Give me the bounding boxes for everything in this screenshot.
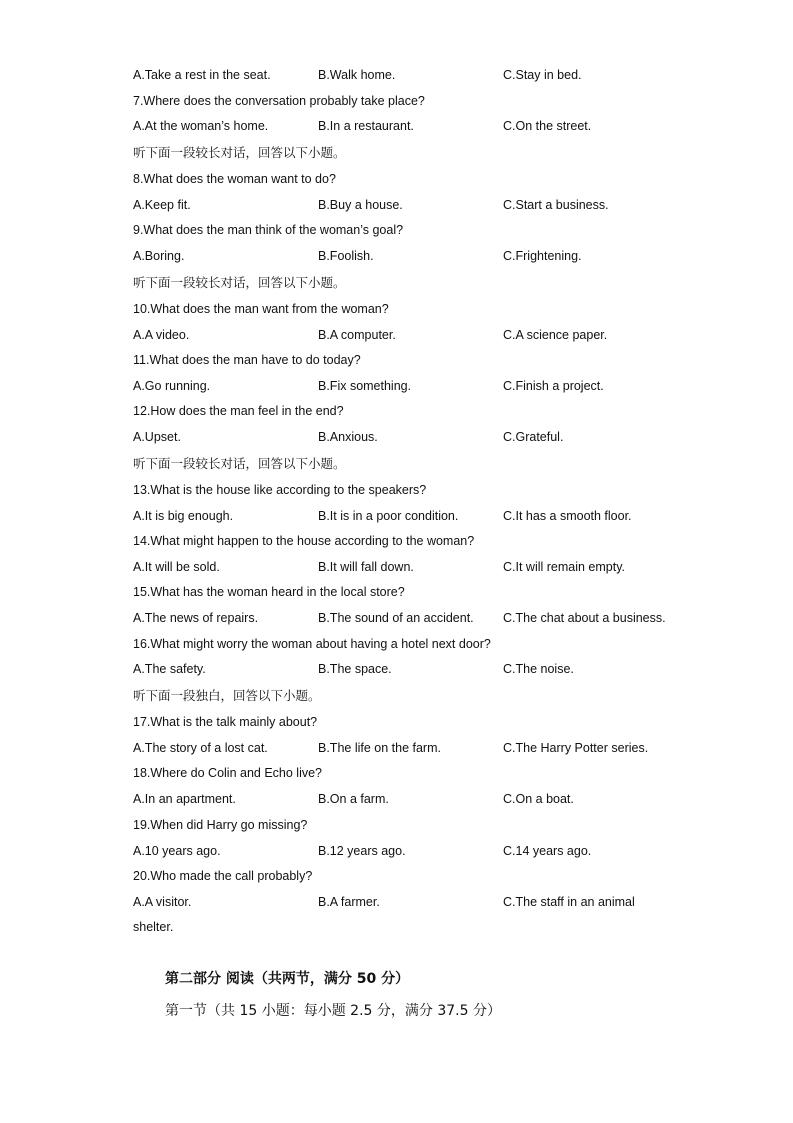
- q19-option-a: A.10 years ago.: [133, 844, 221, 858]
- q6-option-b: B.Walk home.: [318, 68, 396, 82]
- instruction-monologue: 听下面一段独白，回答以下小题。: [133, 688, 321, 703]
- q10-option-b: B.A computer.: [318, 328, 396, 342]
- q20-option-b: B.A farmer.: [318, 895, 380, 909]
- q8-option-c: C.Start a business.: [503, 198, 609, 212]
- q16-option-a: A.The safety.: [133, 662, 206, 676]
- instruction-long-3: 听下面一段较长对话，回答以下小题。: [133, 456, 346, 471]
- part2-section1-title: 第一节（共 15 小题：每小题 2.5 分，满分 37.5 分）: [165, 1003, 501, 1019]
- q14-option-a: A.It will be sold.: [133, 560, 220, 574]
- q7-option-b: B.In a restaurant.: [318, 119, 414, 133]
- q16-option-c: C.The noise.: [503, 662, 574, 676]
- q17-option-a: A.The story of a lost cat.: [133, 741, 268, 755]
- question-7: 7.Where does the conversation probably take place?: [133, 94, 425, 108]
- q6-option-a: A.Take a rest in the seat.: [133, 68, 271, 82]
- q11-option-c: C.Finish a project.: [503, 379, 604, 393]
- q18-option-c: C.On a boat.: [503, 792, 574, 806]
- q14-option-c: C.It will remain empty.: [503, 560, 626, 574]
- question-11: 11.What does the man have to do today?: [133, 353, 361, 367]
- question-10: 10.What does the man want from the woman?: [133, 302, 389, 316]
- q17-option-c: C.The Harry Potter series.: [503, 741, 649, 755]
- q16-option-b: B.The space.: [318, 662, 392, 676]
- q13-option-a: A.It is big enough.: [133, 509, 234, 523]
- q20-option-c-continued: shelter.: [133, 920, 174, 934]
- question-18: 18.Where do Colin and Echo live?: [133, 766, 323, 780]
- question-19: 19.When did Harry go missing?: [133, 818, 308, 832]
- q17-option-b: B.The life on the farm.: [318, 741, 441, 755]
- q13-option-c: C.It has a smooth floor.: [503, 509, 632, 523]
- q13-option-b: B.It is in a poor condition.: [318, 509, 459, 523]
- q19-option-c: C.14 years ago.: [503, 844, 592, 858]
- q20-option-a: A.A visitor.: [133, 895, 192, 909]
- q7-option-c: C.On the street.: [503, 119, 592, 133]
- question-9: 9.What does the man think of the woman’s goal?: [133, 223, 404, 237]
- q11-option-b: B.Fix something.: [318, 379, 412, 393]
- q8-option-a: A.Keep fit.: [133, 198, 191, 212]
- q15-option-a: A.The news of repairs.: [133, 611, 259, 625]
- q12-option-b: B.Anxious.: [318, 430, 378, 444]
- q9-option-b: B.Foolish.: [318, 249, 374, 263]
- q15-option-c: C.The chat about a business.: [503, 611, 666, 625]
- question-15: 15.What has the woman heard in the local store?: [133, 585, 405, 599]
- question-17: 17.What is the talk mainly about?: [133, 715, 318, 729]
- q20-option-c: C.The staff in an animal: [503, 895, 635, 909]
- question-14: 14.What might happen to the house according to the woman?: [133, 534, 475, 548]
- instruction-long-1: 听下面一段较长对话，回答以下小题。: [133, 145, 346, 160]
- q6-option-c: C.Stay in bed.: [503, 68, 582, 82]
- part2-title: 第二部分 阅读（共两节，满分 50 分）: [165, 971, 410, 987]
- question-20: 20.Who made the call probably?: [133, 869, 313, 883]
- q18-option-b: B.On a farm.: [318, 792, 389, 806]
- q15-option-b: B.The sound of an accident.: [318, 611, 474, 625]
- q7-option-a: A.At the woman’s home.: [133, 119, 269, 133]
- q11-option-a: A.Go running.: [133, 379, 211, 393]
- q18-option-a: A.In an apartment.: [133, 792, 236, 806]
- q14-option-b: B.It will fall down.: [318, 560, 414, 574]
- question-12: 12.How does the man feel in the end?: [133, 404, 344, 418]
- instruction-long-2: 听下面一段较长对话，回答以下小题。: [133, 275, 346, 290]
- q9-option-c: C.Frightening.: [503, 249, 582, 263]
- question-13: 13.What is the house like according to the speakers?: [133, 483, 427, 497]
- question-16: 16.What might worry the woman about having a hotel next door?: [133, 637, 491, 651]
- q10-option-c: C.A science paper.: [503, 328, 608, 342]
- question-8: 8.What does the woman want to do?: [133, 172, 336, 186]
- q8-option-b: B.Buy a house.: [318, 198, 403, 212]
- q19-option-b: B.12 years ago.: [318, 844, 406, 858]
- q12-option-c: C.Grateful.: [503, 430, 564, 444]
- q10-option-a: A.A video.: [133, 328, 190, 342]
- q12-option-a: A.Upset.: [133, 430, 181, 444]
- q9-option-a: A.Boring.: [133, 249, 185, 263]
